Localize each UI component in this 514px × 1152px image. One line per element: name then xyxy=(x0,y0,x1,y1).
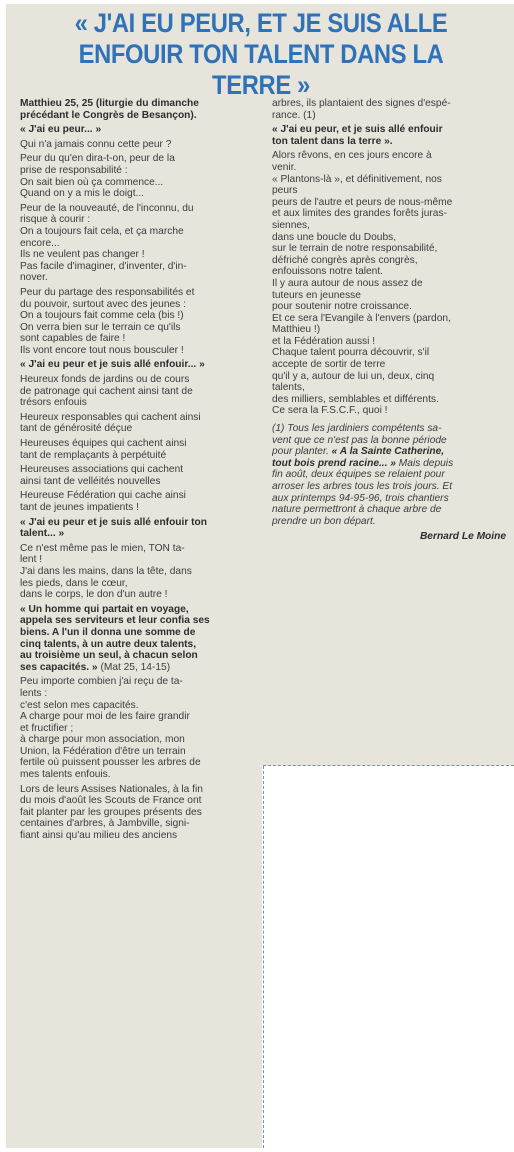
text-line: et fructifier ; xyxy=(20,722,74,734)
paragraph xyxy=(20,374,256,409)
gospel-quote xyxy=(20,604,256,674)
text-line: Peur du qu'en dira-t-on, peur de la xyxy=(20,153,175,165)
quote-line: ses capacités. » xyxy=(20,661,98,673)
paragraph xyxy=(20,543,256,601)
footnote-line: arroser les arbres tous les trois jours. Et xyxy=(272,481,453,492)
text-line: Union, la Fédération d'être un terrain xyxy=(20,745,186,757)
text-line: nover. xyxy=(20,272,48,284)
subheading-line: ton talent dans la terre ». xyxy=(272,135,393,147)
subheading xyxy=(20,517,256,540)
paragraph xyxy=(20,676,256,780)
text-line: Heureuse Fédération qui cache ainsi xyxy=(20,490,186,502)
left-column xyxy=(20,98,256,845)
text-line: On sait bien où ça commence... xyxy=(20,176,164,188)
right-column xyxy=(272,98,506,543)
text-line: trésors enfouis xyxy=(20,397,87,409)
subheading-line: « J'ai eu peur et je suis allé enfouir... » xyxy=(20,359,205,371)
text-line: On a toujours fait comme cela (bis !) xyxy=(20,310,184,322)
text-line: Quand on y a mis le doigt... xyxy=(20,188,145,200)
footnote-line: prendre un bon départ. xyxy=(272,515,376,527)
text-line: qu'il y a, autour de lui un, deux, cinq xyxy=(272,370,435,382)
scripture-reference xyxy=(20,98,256,121)
text-line: On a toujours fait cela, et ça marche xyxy=(20,225,184,237)
paragraph xyxy=(20,139,256,151)
text-line: rance. (1) xyxy=(272,109,316,121)
footnote-line: aux printemps 94-95-96, trois chantiers xyxy=(272,492,449,504)
paragraph xyxy=(20,784,256,842)
text-line: tant de remplaçants à perpétuité xyxy=(20,449,167,461)
text-line: Heureux responsables qui cachent ainsi xyxy=(20,411,201,423)
text-line: centaines d'arbres, à Jambville, signi- xyxy=(20,818,190,830)
text-line: pour soutenir notre croissance. xyxy=(272,301,412,313)
quote-line: cinq talents, à un autre deux talents, xyxy=(20,638,197,650)
subheading-line: « J'ai eu peur, et je suis allé enfouir xyxy=(272,124,443,136)
text-line: Peu importe combien j'ai reçu de ta- xyxy=(20,676,183,688)
text-line: « Plantons-là », et définitivement, nos xyxy=(272,173,442,185)
footnote xyxy=(272,423,506,527)
text-line: Ils ne veulent pas changer ! xyxy=(20,249,145,261)
paragraph xyxy=(272,98,506,121)
text-line: On verra bien sur le terrain ce qu'ils xyxy=(20,321,181,333)
text-line: défriché congrès après congrès, xyxy=(272,254,418,266)
paragraph xyxy=(20,153,256,199)
subheading-line: talent... » xyxy=(20,528,65,540)
article-headline xyxy=(45,8,476,101)
text-line: de patronage qui cachent ainsi tant de xyxy=(20,385,193,397)
text-line: Lors de leurs Assises Nationales, à la fin xyxy=(20,783,203,795)
text-line: Chaque talent pourra découvrir, s'il xyxy=(272,347,430,359)
text-line: fiant ainsi qu'au milieu des anciens xyxy=(20,830,178,842)
quote-line: au troisième un seul, à chacun selon xyxy=(20,650,198,662)
crop-border-vertical xyxy=(263,766,264,1148)
text-line: Et ce sera l'Evangile à l'envers (pardon, xyxy=(272,312,451,324)
text-line: Qui n'a jamais connu cette peur ? xyxy=(20,138,172,150)
text-line: peurs de l'autre et peurs de nous-même xyxy=(272,196,453,208)
text-line: encore... xyxy=(20,237,60,249)
text-line: Heureux fonds de jardins ou de cours xyxy=(20,374,190,386)
text-line: venir. xyxy=(272,161,297,173)
text-line: Ce n'est même pas le mien, TON ta- xyxy=(20,542,185,554)
text-line: mes talents enfouis. xyxy=(20,769,111,781)
text-line: accepte de sortir de terre xyxy=(272,359,386,371)
footnote-line: fin août, deux équipes se relaient pour xyxy=(272,469,445,481)
text-line: du mois d'août les Scouts de France ont xyxy=(20,795,202,807)
text-line: les pieds, dans le cœur, xyxy=(20,577,128,589)
text-line: et la Fédération aussi ! xyxy=(272,335,376,347)
text-line: J'ai dans les mains, dans la tête, dans xyxy=(20,565,192,577)
headline-line-1: « J'AI EU PEUR, ET JE SUIS ALLE xyxy=(74,8,448,38)
text-line: risque à courir : xyxy=(20,214,91,226)
intro-line: Matthieu 25, 25 (liturgie du dimanche xyxy=(20,98,199,109)
text-line: Peur de la nouveauté, de l'inconnu, du xyxy=(20,202,194,214)
quote-line: « Un homme qui partait en voyage, xyxy=(20,603,189,615)
paragraph xyxy=(20,412,256,435)
text-line: lents : xyxy=(20,687,48,699)
text-line: dans le corps, le don d'un autre ! xyxy=(20,589,168,601)
text-line: tant de générosité déçue xyxy=(20,423,133,435)
text-line: prise de responsabilité : xyxy=(20,164,128,176)
text-line: tuteurs en jeunesse xyxy=(272,289,361,301)
footnote-text: pour planter. xyxy=(272,446,332,458)
text-line: Ce sera la F.S.C.F., quoi ! xyxy=(272,405,388,417)
author-signature: Bernard Le Moine xyxy=(419,531,506,543)
subheading xyxy=(272,124,506,147)
text-line: peurs xyxy=(272,185,298,197)
paragraph xyxy=(272,150,506,417)
text-line: Matthieu !) xyxy=(272,324,321,336)
text-line: Heureuses associations qui cachent xyxy=(20,464,184,476)
text-line: ainsi tant de velléités nouvelles xyxy=(20,475,161,487)
subheading-line: « J'ai eu peur et je suis allé enfouir ton xyxy=(20,516,207,528)
text-line: du pouvoir, surtout avec des jeunes : xyxy=(20,298,186,310)
text-line: dans une boucle du Doubs, xyxy=(272,231,397,243)
text-line: et aux limites des grandes forêts juras- xyxy=(272,208,447,220)
text-line: fait planter par les groupes présents des xyxy=(20,806,202,818)
text-line: talents, xyxy=(272,382,305,394)
text-line: fertile où puissent pousser les arbres de xyxy=(20,757,201,769)
paragraph xyxy=(20,490,256,513)
footnote-proverb: « A la Sainte Catherine, xyxy=(331,446,445,458)
text-line: Il y aura autour de nous assez de xyxy=(272,277,423,289)
text-line: sur le terrain de notre responsabilité, xyxy=(272,243,438,255)
text-line: Heureuses équipes qui cachent ainsi xyxy=(20,438,187,450)
subheading-line: « J'ai eu peur... » xyxy=(20,124,102,136)
text-line: des milliers, semblables et différents. xyxy=(272,393,439,405)
quote-reference: (Mat 25, 14-15) xyxy=(97,661,171,673)
paragraph xyxy=(20,438,256,461)
text-line: A charge pour moi de les faire grandir xyxy=(20,711,190,723)
subheading xyxy=(20,359,256,371)
intro-line: précédant le Congrès de Besançon). xyxy=(20,109,197,121)
text-line: Ils vont encore tout nous bousculer ! xyxy=(20,344,184,356)
text-line: c'est selon mes capacités. xyxy=(20,699,139,711)
footnote-proverb: tout bois prend racine... » xyxy=(272,457,396,469)
quote-line: biens. A l'un il donna une somme de xyxy=(20,626,196,638)
text-line: Pas facile d'imaginer, d'inventer, d'in- xyxy=(20,260,187,272)
headline-line-2: ENFOUIR TON TALENT DANS LA TERRE » xyxy=(78,39,444,100)
footnote-text: Mais depuis xyxy=(395,457,454,469)
text-line: Alors rêvons, en ces jours encore à xyxy=(272,150,432,162)
text-line: lent ! xyxy=(20,554,43,566)
paragraph xyxy=(20,464,256,487)
text-line: Peur du partage des responsabilités et xyxy=(20,286,195,298)
text-line: enfouissons notre talent. xyxy=(272,266,384,278)
text-line: siennes, xyxy=(272,219,310,231)
subheading xyxy=(20,124,256,136)
paragraph xyxy=(20,287,256,357)
crop-border-horizontal xyxy=(263,765,514,766)
quote-line: appela ses serviteurs et leur confia ses xyxy=(20,615,210,627)
text-line: sont capables de faire ! xyxy=(20,333,126,345)
footnote-line: nature permettront à chaque arbre de xyxy=(272,504,442,516)
footnote-line: vent que ce n'est pas la bonne période xyxy=(272,434,447,446)
text-line: tant de jeunes impatients ! xyxy=(20,502,139,513)
footnote-line: (1) Tous les jardiniers compétents sa- xyxy=(272,423,442,435)
text-line: à charge pour mon association, mon xyxy=(20,734,185,746)
text-line: arbres, ils plantaient des signes d'espé- xyxy=(272,98,451,109)
paragraph xyxy=(20,203,256,284)
